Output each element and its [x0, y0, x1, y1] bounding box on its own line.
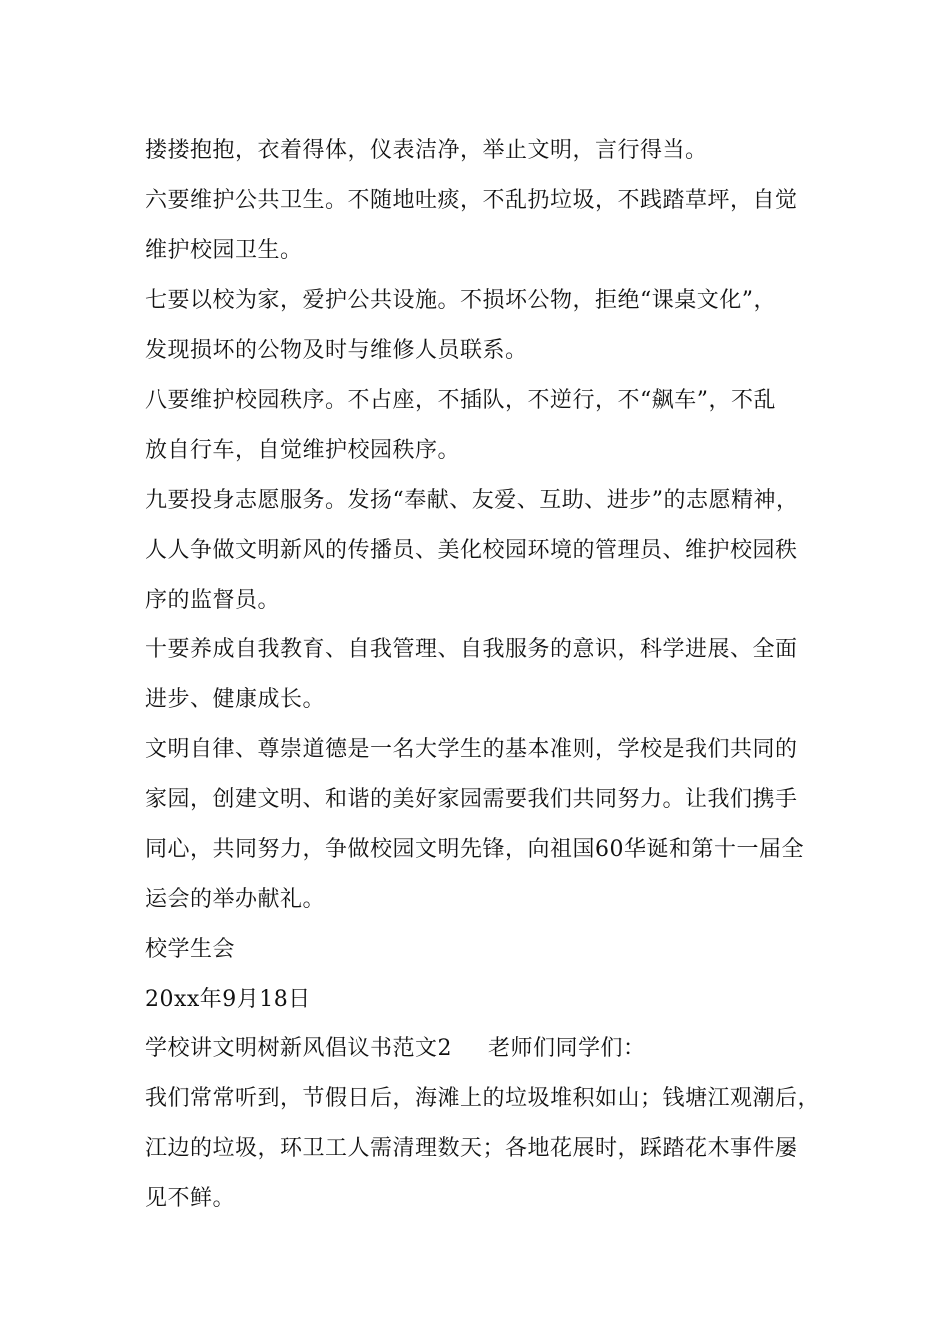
signature-organization: 校学生会 [145, 937, 236, 962]
text-line: 九要投身志愿服务。发扬“奉献、友爱、互助、进步”的志愿精神， [145, 488, 799, 513]
text-line: 八要维护校园秩序。不占座，不插队，不逆行，不“飙车”，不乱 [145, 388, 776, 413]
text-line: 我们常常听到，节假日后，海滩上的垃圾堆积如山；钱塘江观潮后， [145, 1086, 821, 1111]
text-line: 发现损坏的公物及时与维修人员联系。 [145, 338, 528, 363]
text-line: 运会的举办献礼。 [145, 887, 326, 912]
text-line: 文明自律、尊崇道德是一名大学生的基本准则，学校是我们共同的 [145, 737, 798, 762]
salutation: 老师们同学们： [488, 1036, 646, 1061]
text-line: 见不鲜。 [145, 1186, 236, 1211]
text-line: 维护校园卫生。 [145, 238, 303, 263]
text-line: 家园，创建文明、和谐的美好家园需要我们共同努力。让我们携手 [145, 787, 798, 812]
text-line: 进步、健康成长。 [145, 687, 326, 712]
signature-date: 20xx年9月18日 [145, 987, 311, 1012]
text-line: 六要维护公共卫生。不随地吐痰，不乱扔垃圾，不践踏草坪，自觉 [145, 188, 798, 213]
text-line: 序的监督员。 [145, 588, 281, 613]
section-title: 学校讲文明树新风倡议书范文2 [145, 1036, 452, 1061]
text-line: 同心，共同努力，争做校园文明先锋，向祖国60华诞和第十一届全 [145, 837, 804, 862]
section-heading-line [145, 1034, 845, 1064]
text-line: 放自行车，自觉维护校园秩序。 [145, 438, 461, 463]
text-line: 江边的垃圾，环卫工人需清理数天；各地花展时，踩踏花木事件屡 [145, 1136, 798, 1161]
text-line: 十要养成自我教育、自我管理、自我服务的意识，科学进展、全面 [145, 637, 798, 662]
text-line: 人人争做文明新风的传播员、美化校园环境的管理员、维护校园秩 [145, 538, 798, 563]
text-line: 搂搂抱抱，衣着得体，仪表洁净，举止文明，言行得当。 [145, 138, 708, 163]
text-line: 七要以校为家，爱护公共设施。不损坏公物，拒绝“课桌文化”， [145, 288, 776, 313]
